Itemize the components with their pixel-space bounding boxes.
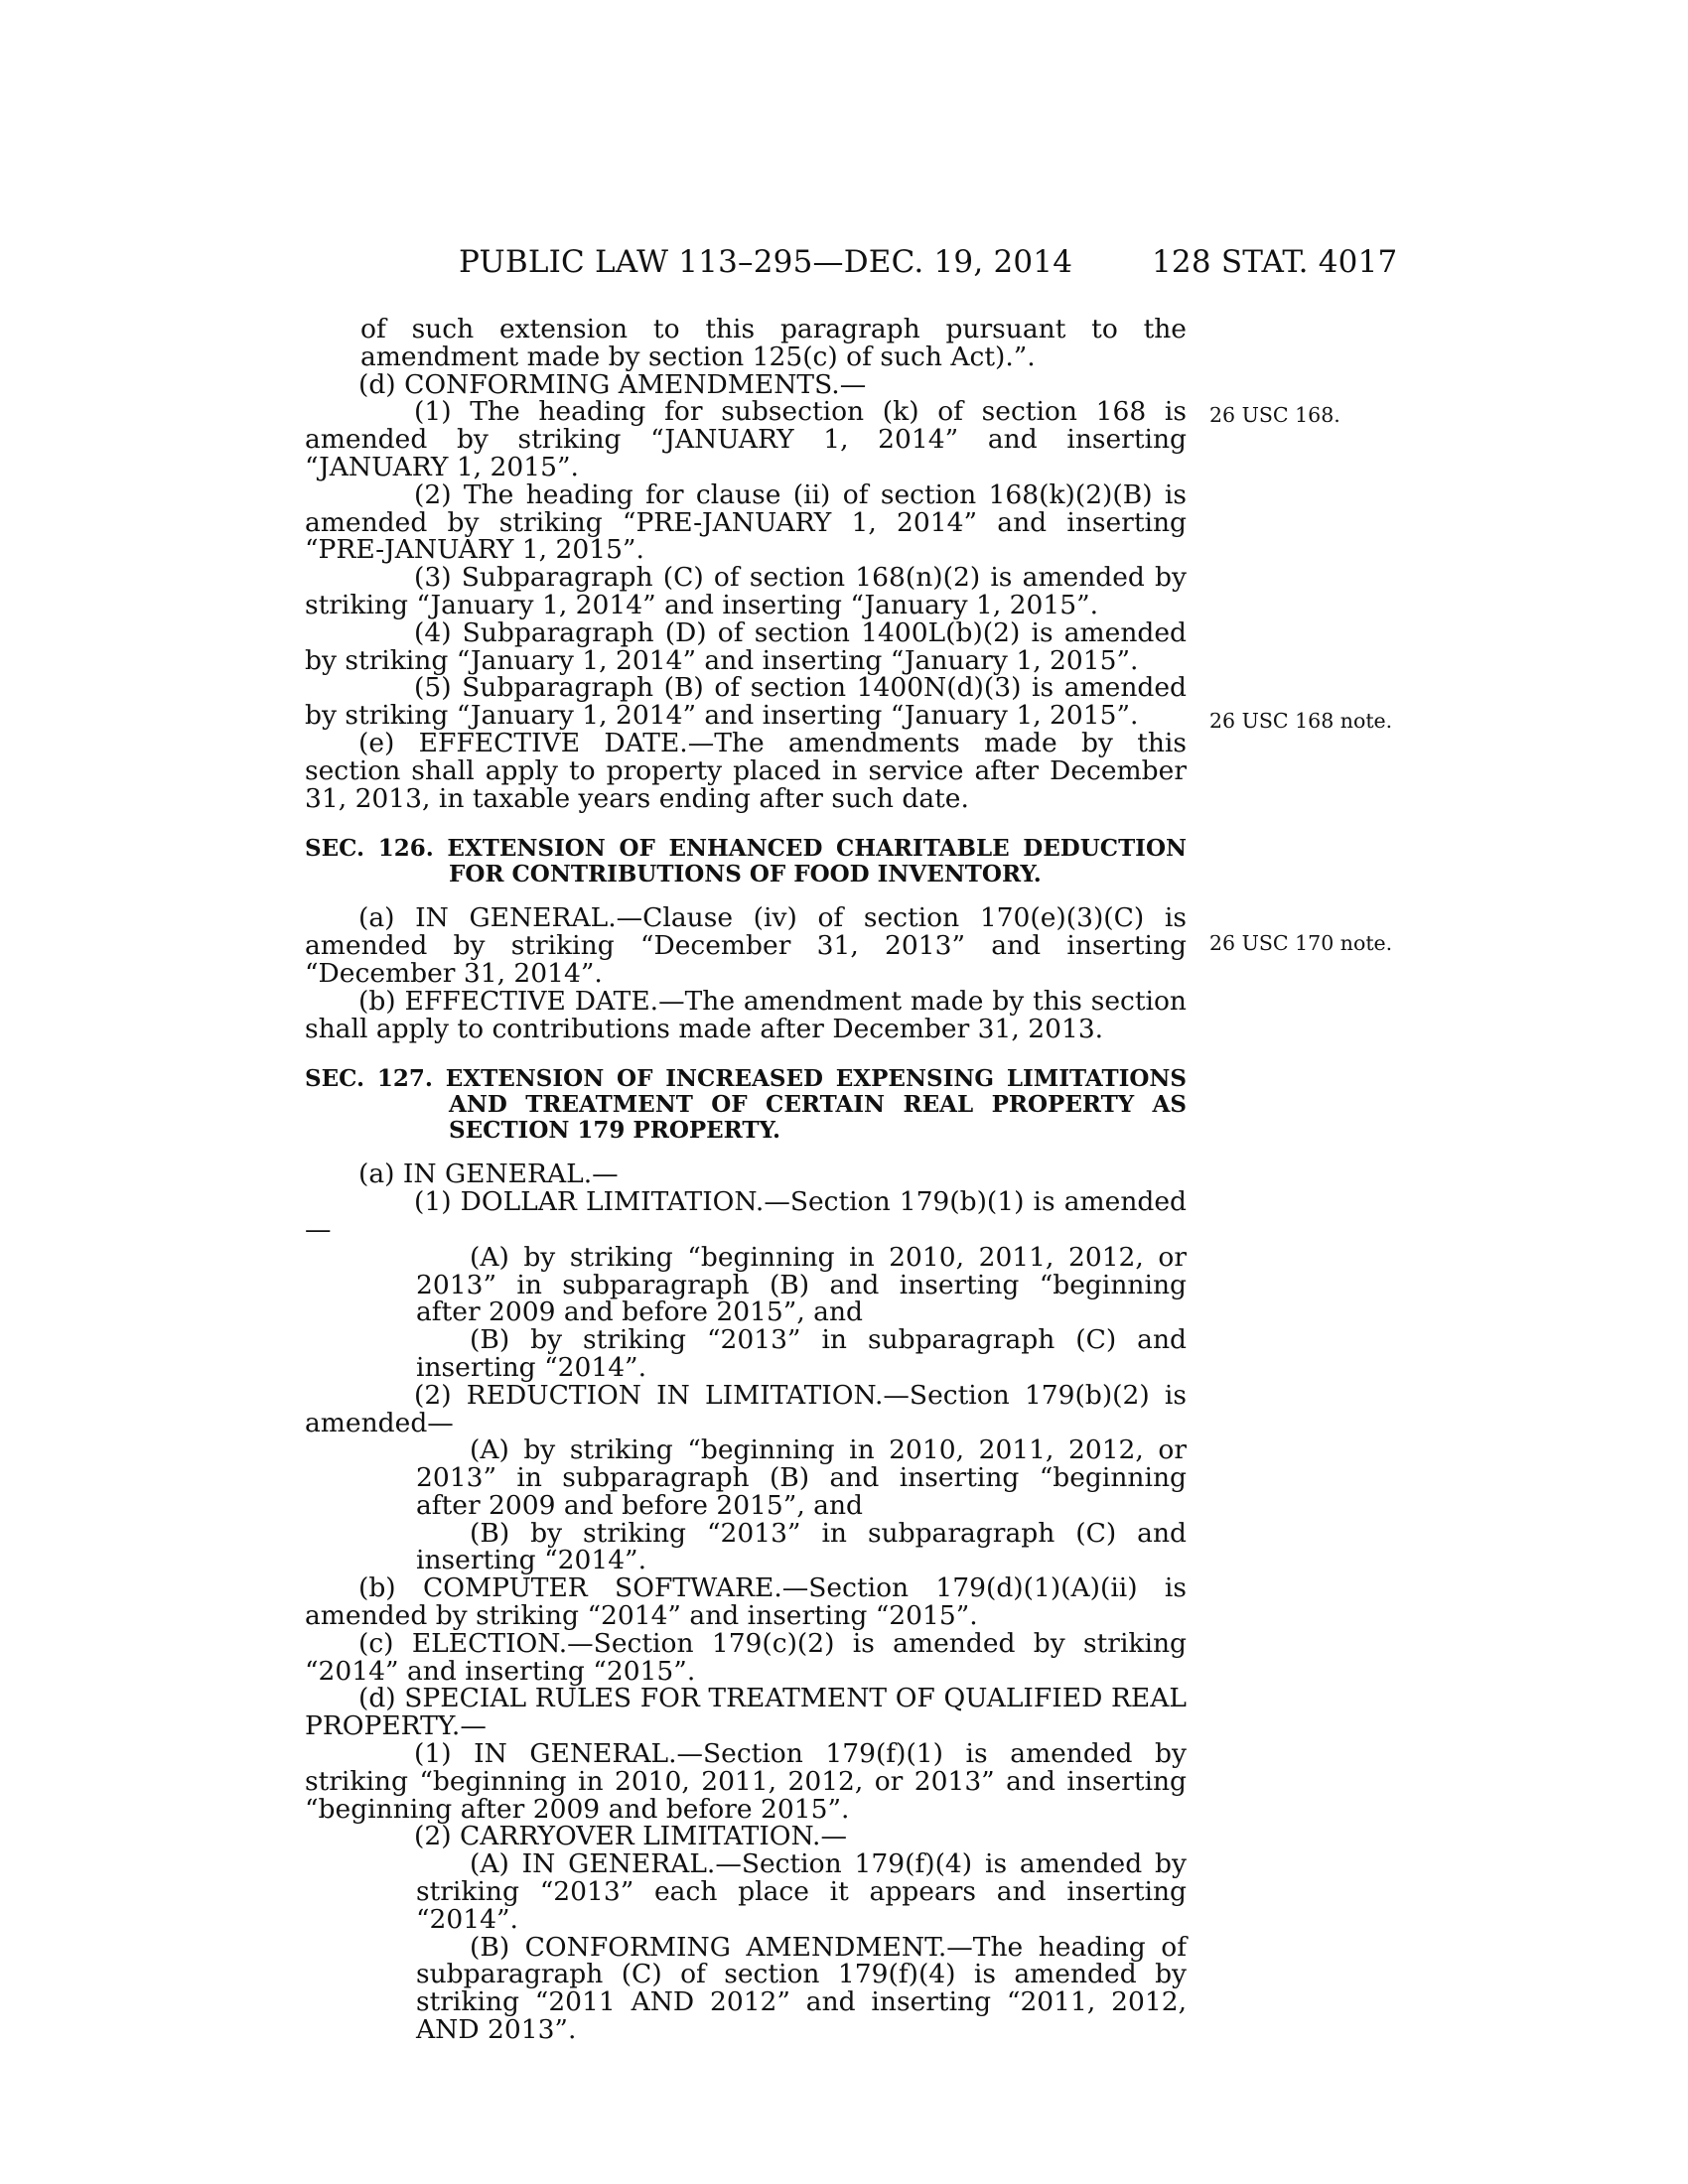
subparagraph: (B) CONFORMING AMENDMENT.—The heading of subparagraph (C) of section 179(f)(4) is amended by striking “2011 AND 2012” and inserting “2011, 2012, AND 2013”. bbox=[416, 1931, 1187, 2046]
paragraph: (b) COMPUTER SOFTWARE.—Section 179(d)(1)(A)(ii) is amended by striking “2014” and inserting “2015”. bbox=[305, 1572, 1187, 1632]
statute-body bbox=[305, 316, 1187, 2044]
paragraph-heading: (2) CARRYOVER LIMITATION.— bbox=[414, 1821, 847, 1852]
paragraph: (2) The heading for clause (ii) of section 168(k)(2)(B) is amended by striking “PRE-JANUARY 1, 2014” and inserting “PRE-JANUARY 1, 2015”. bbox=[305, 478, 1187, 566]
subsection-heading: (d) SPECIAL RULES FOR TREATMENT OF QUALIFIED REAL PROPERTY.— bbox=[305, 1683, 1187, 1742]
paragraph: of such extension to this paragraph pursuant to the amendment made by section 125(c) of such Act).”. bbox=[360, 314, 1187, 372]
paragraph: (e) EFFECTIVE DATE.—The amendments made by this section shall apply to property placed in service after December 31, 2013, in taxable years ending after such date. bbox=[305, 727, 1187, 814]
margin-note: 26 USC 168 note. bbox=[1209, 709, 1393, 733]
paragraph: (1) IN GENERAL.—Section 179(f)(1) is amended by striking “beginning in 2010, 2011, 2012, or 2013” and inserting “beginning after 2009 and before 2015”. bbox=[305, 1738, 1187, 1825]
subparagraph: (A) IN GENERAL.—Section 179(f)(4) is amended by striking “2013” each place it appears and inserting “2014”. bbox=[416, 1848, 1187, 1935]
paragraph: (1) DOLLAR LIMITATION.—Section 179(b)(1) is amended— bbox=[305, 1186, 1187, 1245]
paragraph: (4) Subparagraph (D) of section 1400L(b)(2) is amended by striking “January 1, 2014” and inserting “January 1, 2015”. bbox=[305, 616, 1187, 676]
running-header-stat: 128 STAT. 4017 bbox=[1152, 244, 1398, 280]
paragraph: (2) REDUCTION IN LIMITATION.—Section 179(b)(2) is amended— bbox=[305, 1379, 1187, 1438]
margin-note: 26 USC 170 note. bbox=[1209, 931, 1393, 955]
section-heading: SEC. 127. EXTENSION OF INCREASED EXPENSING LIMITATIONS AND TREATMENT OF CERTAIN REAL PROPERTY AS SECTION 179 PROPERTY. bbox=[305, 1065, 1187, 1145]
subparagraph: (B) by striking “2013” in subparagraph (C) and inserting “2014”. bbox=[416, 1324, 1187, 1383]
subsection-heading: (a) IN GENERAL.— bbox=[358, 1159, 619, 1190]
paragraph: (1) The heading for subsection (k) of section 168 is amended by striking “JANUARY 1, 2014” and inserting “JANUARY 1, 2015”. bbox=[305, 396, 1187, 482]
running-header-law: PUBLIC LAW 113–295—DEC. 19, 2014 bbox=[459, 244, 1073, 280]
paragraph: (c) ELECTION.—Section 179(c)(2) is amended by striking “2014” and inserting “2015”. bbox=[305, 1627, 1187, 1687]
section-heading: SEC. 126. EXTENSION OF ENHANCED CHARITABLE DEDUCTION FOR CONTRIBUTIONS OF FOOD INVENTORY. bbox=[305, 835, 1187, 888]
margin-note: 26 USC 168. bbox=[1209, 403, 1340, 427]
subparagraph: (B) by striking “2013” in subparagraph (C) and inserting “2014”. bbox=[416, 1517, 1187, 1576]
paragraph: (5) Subparagraph (B) of section 1400N(d)(3) is amended by striking “January 1, 2014” and inserting “January 1, 2015”. bbox=[305, 672, 1187, 732]
subsection-heading: (d) CONFORMING AMENDMENTS.— bbox=[358, 368, 867, 400]
paragraph: (3) Subparagraph (C) of section 168(n)(2) is amended by striking “January 1, 2014” and inserting “January 1, 2015”. bbox=[305, 562, 1187, 620]
paragraph: (a) IN GENERAL.—Clause (iv) of section 170(e)(3)(C) is amended by striking “December 31, 2013” and inserting “December 31, 2014”. bbox=[305, 902, 1187, 989]
subparagraph: (A) by striking “beginning in 2010, 2011, 2012, or 2013” in subparagraph (B) and inserting “beginning after 2009 and before 2015”, and bbox=[416, 1241, 1187, 1328]
paragraph: (b) EFFECTIVE DATE.—The amendment made by this section shall apply to contributions made after December 31, 2013. bbox=[305, 985, 1187, 1044]
subparagraph: (A) by striking “beginning in 2010, 2011, 2012, or 2013” in subparagraph (B) and inserting “beginning after 2009 and before 2015”, and bbox=[416, 1434, 1187, 1521]
